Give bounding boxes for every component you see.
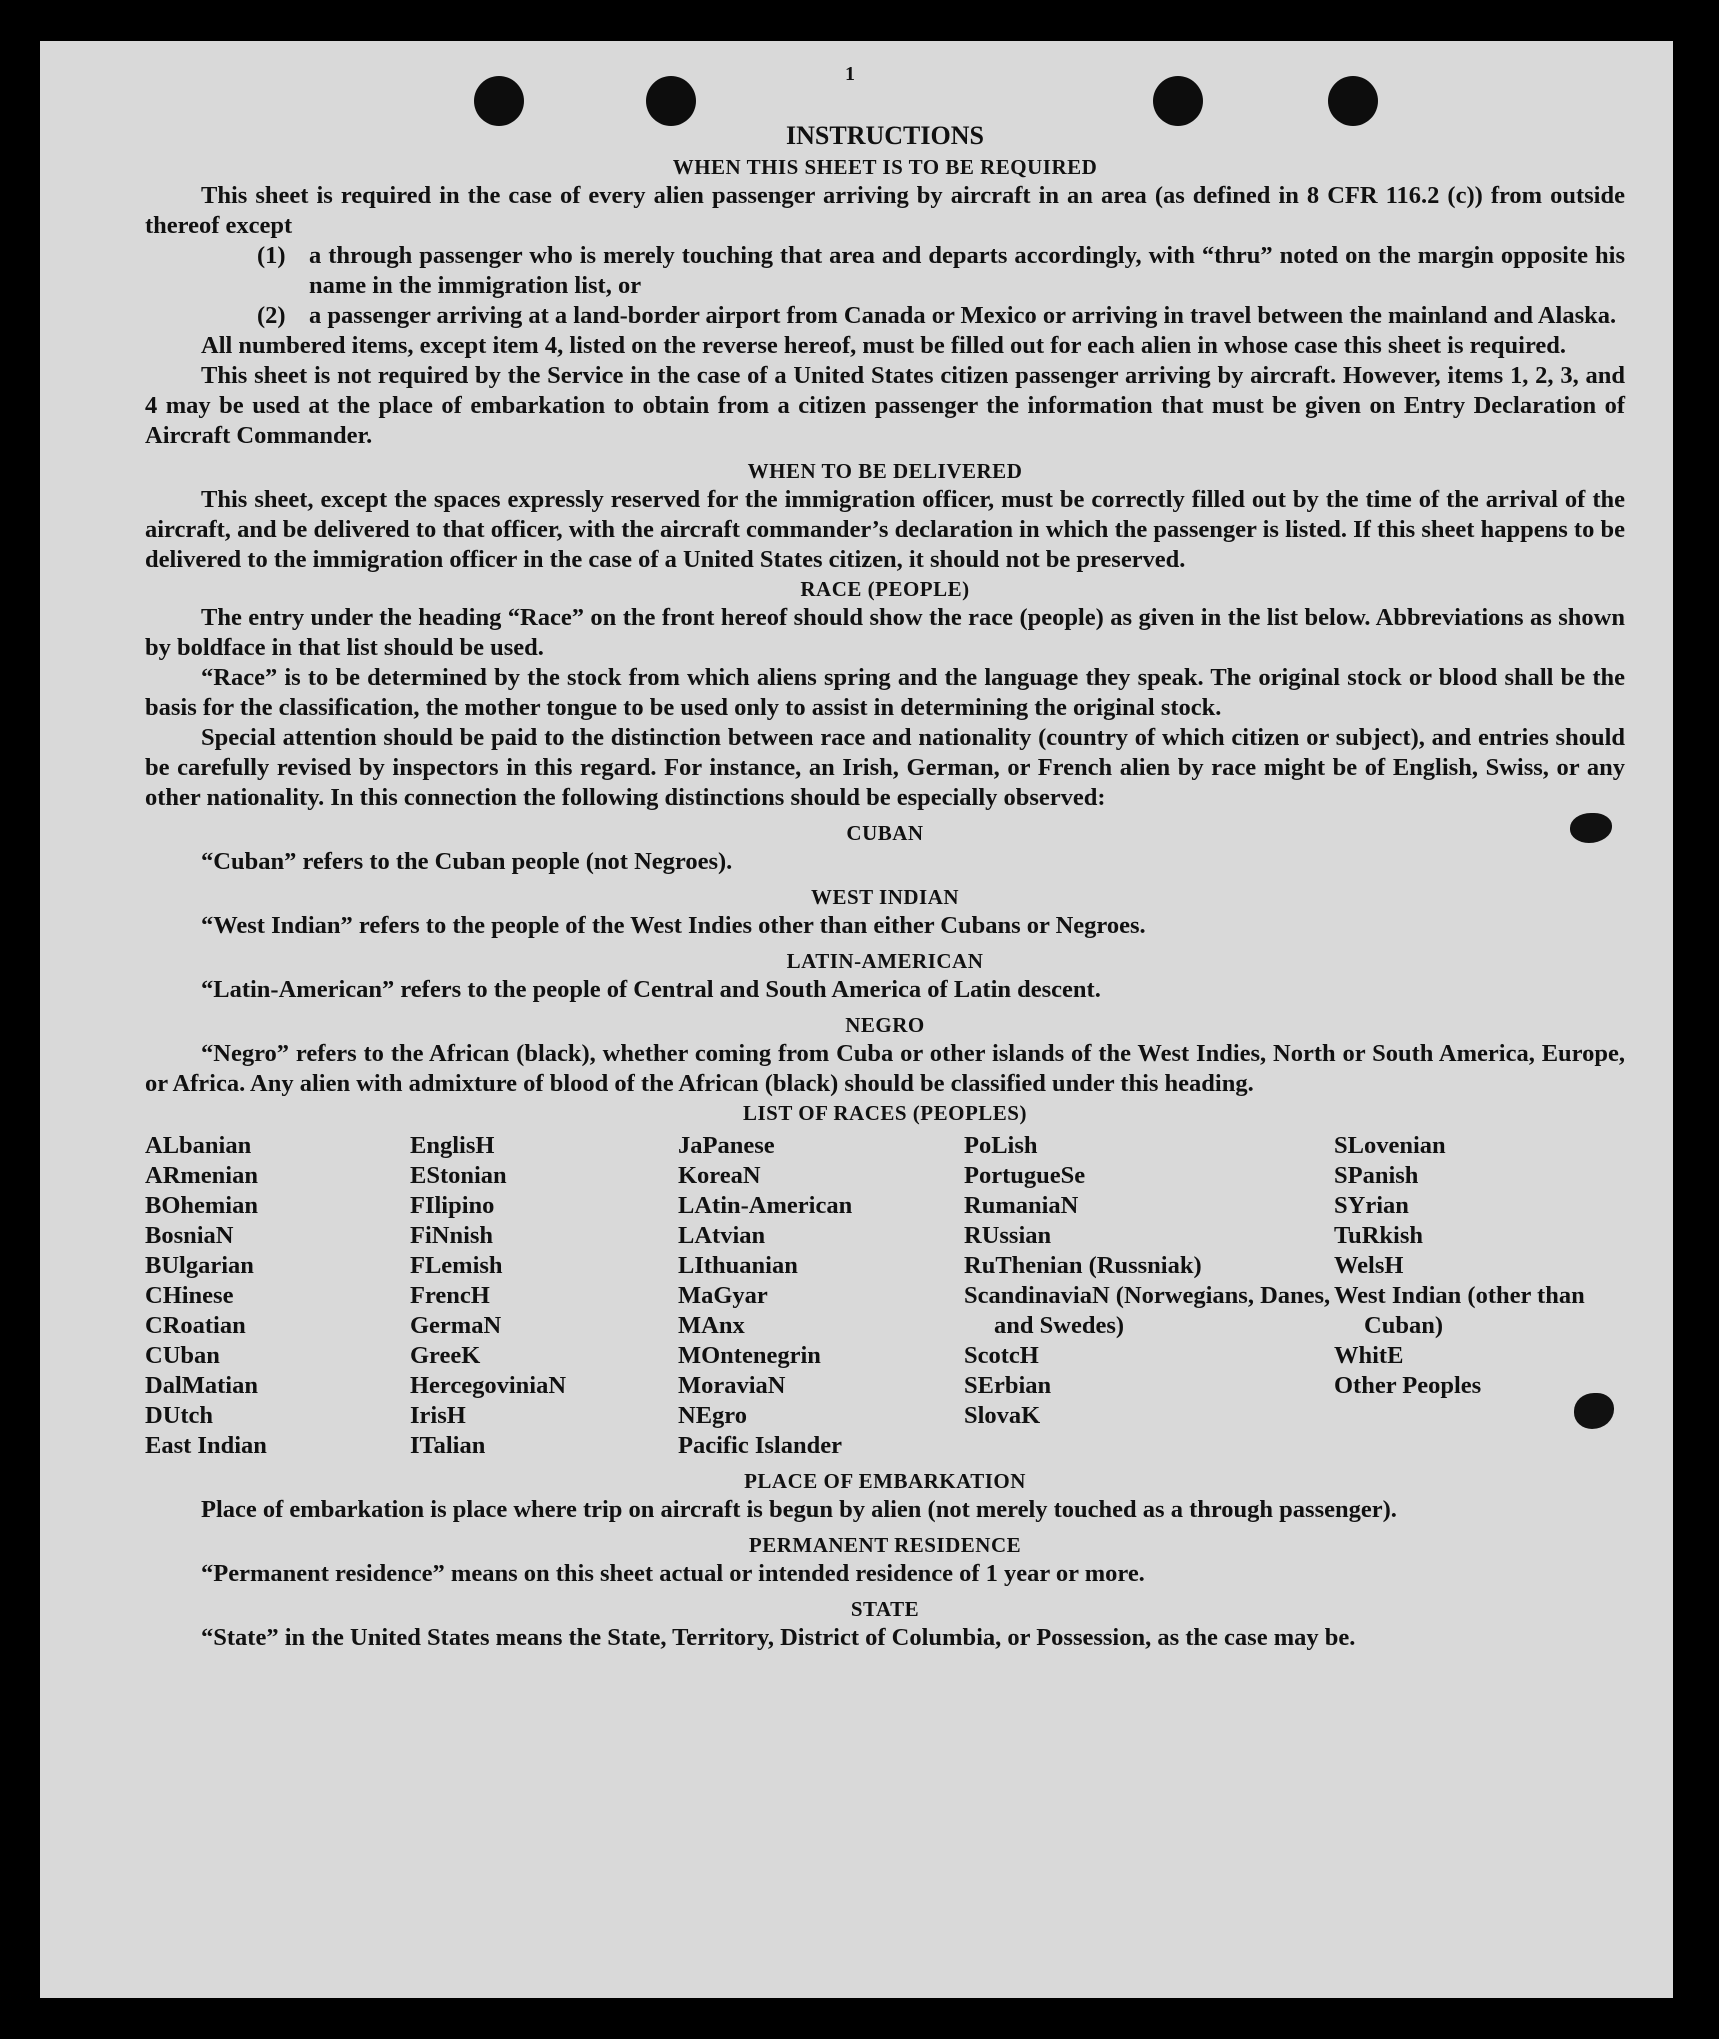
race-entry: RUssian [964, 1222, 1052, 1249]
race-entry: SLovenian [1334, 1132, 1446, 1159]
paragraph: “Negro” refers to the African (black), whether coming from Cuba or other islands of the West Indies, North or South America, Europe, or Africa. Any alien with admixture of blood of the African (black) should be classified under this heading. [145, 1040, 1625, 1097]
section-heading: PERMANENT RESIDENCE [748, 1533, 1022, 1557]
race-entry: MaGyar [678, 1282, 768, 1309]
race-entry: WhitE [1334, 1342, 1404, 1369]
race-entry: PoLish [964, 1132, 1038, 1159]
race-entry: DUtch [145, 1402, 214, 1429]
race-entry: FIlipino [410, 1192, 495, 1219]
race-entry: CRoatian [145, 1312, 246, 1339]
race-entry: ITalian [410, 1432, 486, 1459]
race-column [678, 1131, 964, 1461]
race-entry: LAtin-American [678, 1192, 853, 1219]
race-column [1334, 1131, 1625, 1461]
race-entry: MoraviaN [678, 1372, 786, 1399]
paragraph: The entry under the heading “Race” on the front hereof should show the race (people) as given in the list below. Abbreviations as shown by boldface in that list should be used. [145, 604, 1625, 661]
race-entry: CUban [145, 1342, 220, 1369]
section-heading: PLACE OF EMBARKATION [744, 1469, 1026, 1493]
race-entry: ARmenian [145, 1162, 258, 1189]
race-entry: SPanish [1334, 1162, 1419, 1189]
list-text: a passenger arriving at a land-border airport from Canada or Mexico or arriving in travel between the mainland and Alaska. [309, 302, 1617, 329]
race-entry: ALbanian [145, 1132, 252, 1159]
paragraph: This sheet, except the spaces expressly reserved for the immigration officer, must be correctly filled out by the time of the arrival of the aircraft, and be delivered to that officer, with the aircraft commander’s declaration in which the passenger is listed. If this sheet happens to be delivered to the immigration officer in the case of a United States citizen, it should not be preserved. [145, 486, 1625, 573]
race-entry: CHinese [145, 1282, 234, 1309]
section-heading: WEST INDIAN [810, 885, 960, 909]
race-entry: Other Peoples [1334, 1372, 1482, 1399]
race-entry: ScotcH [964, 1342, 1039, 1369]
race-entry: ScandinaviaN (Norwegians, Danes, and Swedes) [964, 1282, 1331, 1339]
section-heading: WHEN THIS SHEET IS TO BE REQUIRED [672, 155, 1098, 179]
paragraph: “West Indian” refers to the people of the West Indies other than either Cubans or Negroes. [201, 912, 1146, 939]
paragraph: “Latin-American” refers to the people of Central and South America of Latin descent. [201, 976, 1101, 1003]
list-number: (2) [257, 302, 286, 329]
race-entry: BUlgarian [145, 1252, 254, 1279]
list-number: (1) [257, 242, 286, 269]
race-entry: FiNnish [410, 1222, 494, 1249]
race-entry: LIthuanian [678, 1252, 798, 1279]
race-entry: East Indian [145, 1432, 267, 1459]
race-entry: MOntenegrin [678, 1342, 821, 1369]
paragraph: Place of embarkation is place where trip on aircraft is begun by alien (not merely touched as a through passenger). [201, 1496, 1397, 1523]
race-entry: NEgro [678, 1402, 747, 1429]
section-heading: LATIN-AMERICAN [786, 949, 984, 973]
race-entry: MAnx [678, 1312, 745, 1339]
page-title: INSTRUCTIONS [786, 121, 984, 150]
race-entry: IrisH [410, 1402, 466, 1429]
race-entry: JaPanese [678, 1132, 775, 1159]
paragraph: “State” in the United States means the State, Territory, District of Columbia, or Possession, as the case may be. [201, 1624, 1356, 1651]
document-page [40, 41, 1673, 1998]
race-column [145, 1131, 410, 1461]
paragraph: Special attention should be paid to the distinction between race and nationality (country of which citizen or subject), and entries should be carefully revised by inspectors in this regard. For instance, an Irish, German, or French alien by race might be of English, Swiss, or any other nationality. In this connection the following distinctions should be especially observed: [145, 724, 1625, 811]
race-entry: HercegoviniaN [410, 1372, 567, 1399]
race-list [145, 1131, 1625, 1461]
race-entry: EStonian [410, 1162, 507, 1189]
race-entry: PortugueSe [964, 1162, 1086, 1189]
section-heading: NEGRO [845, 1013, 925, 1037]
race-entry: BOhemian [145, 1192, 258, 1219]
paragraph: This sheet is required in the case of every alien passenger arriving by aircraft in an area (as defined in 8 CFR 116.2 (c)) from outside thereof except [145, 182, 1625, 239]
instructions-content [145, 119, 1625, 1653]
race-entry: DalMatian [145, 1372, 258, 1399]
race-entry: GermaN [410, 1312, 502, 1339]
section-heading: WHEN TO BE DELIVERED [747, 459, 1023, 483]
race-entry: SErbian [964, 1372, 1052, 1399]
race-entry: TuRkish [1334, 1222, 1424, 1249]
section-heading: CUBAN [846, 821, 924, 845]
list-item [257, 301, 1625, 331]
page-number: 1 [845, 63, 855, 85]
section-heading: LIST OF RACES (PEOPLES) [743, 1101, 1027, 1125]
section-heading: STATE [850, 1597, 920, 1621]
race-entry: FrencH [410, 1282, 490, 1309]
race-entry: West Indian (other than Cuban) [1334, 1282, 1585, 1339]
race-entry: GreeK [410, 1342, 481, 1369]
race-column [964, 1131, 1334, 1461]
race-entry: BosniaN [145, 1222, 234, 1249]
list-item [257, 241, 1625, 301]
paragraph: This sheet is not required by the Service in the case of a United States citizen passenger arriving by aircraft. However, items 1, 2, 3, and 4 may be used at the place of embarkation to obtain from a citizen passenger the information that must be given on Entry Declaration of Aircraft Commander. [145, 362, 1625, 449]
race-entry: KoreaN [678, 1162, 761, 1189]
race-entry: WelsH [1334, 1252, 1404, 1279]
race-entry: RuThenian (Russniak) [964, 1252, 1202, 1279]
race-entry: EnglisH [410, 1132, 495, 1159]
section-heading: RACE (PEOPLE) [800, 577, 970, 601]
race-entry: SlovaK [964, 1402, 1041, 1429]
race-entry: Pacific Islander [678, 1432, 842, 1459]
paragraph: “Cuban” refers to the Cuban people (not Negroes). [201, 848, 733, 875]
race-entry: RumaniaN [964, 1192, 1079, 1219]
race-column [410, 1131, 678, 1461]
race-entry: FLemish [410, 1252, 503, 1279]
list-text: a through passenger who is merely touching that area and departs accordingly, with “thru” noted on the margin opposite his name in the immigration list, or [309, 242, 1625, 299]
race-entry: LAtvian [678, 1222, 766, 1249]
race-entry: SYrian [1334, 1192, 1409, 1219]
paragraph: “Permanent residence” means on this sheet actual or intended residence of 1 year or more. [201, 1560, 1145, 1587]
paragraph: All numbered items, except item 4, listed on the reverse hereof, must be filled out for each alien in whose case this sheet is required. [201, 332, 1567, 359]
paragraph: “Race” is to be determined by the stock from which aliens spring and the language they speak. The original stock or blood shall be the basis for the classification, the mother tongue to be used only to assist in determining the original stock. [145, 664, 1625, 721]
